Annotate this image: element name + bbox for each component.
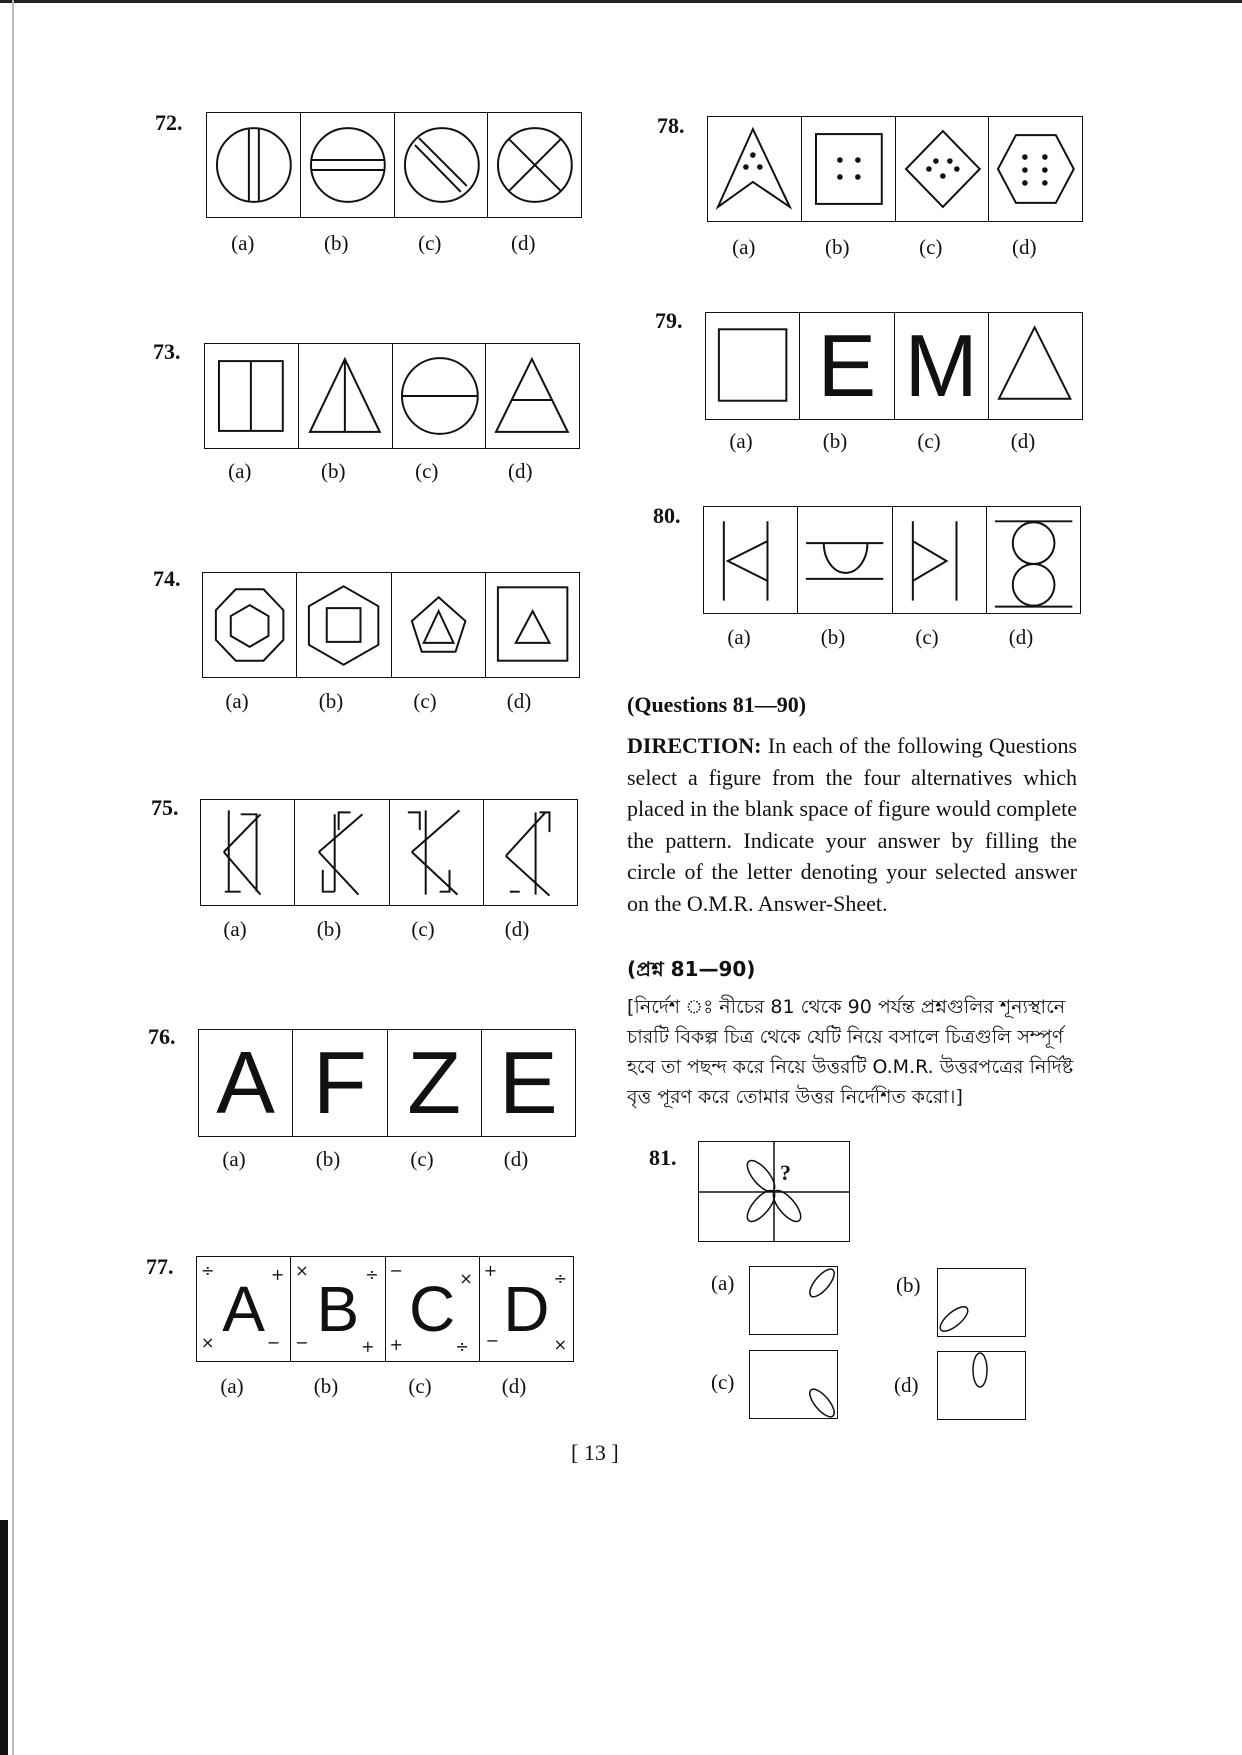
- option-label: (b): [820, 625, 846, 649]
- option-label: (d): [894, 1373, 919, 1397]
- q80-figure-d: [987, 507, 1080, 613]
- q79-option-labels: [694, 429, 1070, 454]
- bengali-section-heading: (প্রশ্ন 81—90): [627, 957, 756, 981]
- page-number: [ 13 ]: [571, 1440, 619, 1465]
- q76-figure-b: [293, 1030, 387, 1136]
- option-label: (d): [501, 1374, 527, 1398]
- q81-option-c: [749, 1350, 838, 1419]
- divide-symbol: ÷: [553, 1269, 567, 1288]
- option-label: (c): [418, 231, 442, 255]
- q75-option-labels: [188, 917, 564, 942]
- q77-figure-b: [291, 1257, 385, 1361]
- plus-symbol: +: [270, 1265, 285, 1284]
- q78-figure-a: [708, 117, 802, 221]
- times-symbol: ×: [295, 1261, 309, 1280]
- option-label: (b): [822, 429, 848, 453]
- q77-option-labels: [185, 1374, 561, 1399]
- option-label: (c): [408, 1374, 432, 1398]
- plus-symbol: +: [389, 1335, 403, 1354]
- option-label: (c): [415, 459, 439, 483]
- figure-letter: E: [499, 1033, 558, 1132]
- question-number: 81.: [649, 1145, 677, 1170]
- scan-edge-left: [12, 0, 14, 1755]
- question-number: 75.: [151, 795, 179, 820]
- question-number: 77.: [146, 1254, 174, 1279]
- plus-symbol: +: [483, 1261, 498, 1280]
- figure-letter: M: [904, 316, 978, 415]
- q81-option-d: [937, 1351, 1026, 1420]
- q74-option-labels: [190, 689, 566, 714]
- figure-letter: D: [503, 1273, 550, 1345]
- times-symbol: ×: [459, 1269, 473, 1288]
- question-number: 78.: [657, 113, 685, 138]
- option-label: (b): [324, 231, 349, 255]
- q78-figure-c: [896, 117, 990, 221]
- q80-figure-b: [798, 507, 892, 613]
- option-label: (a): [223, 917, 247, 941]
- direction-label: DIRECTION:: [627, 733, 762, 758]
- question-number: 74.: [153, 566, 181, 591]
- question-number: 73.: [153, 339, 181, 364]
- option-label: (a): [727, 625, 751, 649]
- q73-figure-c: [393, 344, 487, 448]
- q74-figure-d: [486, 573, 579, 677]
- question-number: 79.: [655, 308, 683, 333]
- scan-edge-top: [0, 0, 1242, 3]
- q74-figure-b: [297, 573, 391, 677]
- q73-option-labels: [193, 459, 567, 484]
- question-number: 72.: [155, 110, 183, 135]
- option-label: (c): [915, 625, 939, 649]
- q76-figure-a: [199, 1030, 293, 1136]
- q77-figure-a: [197, 1257, 291, 1361]
- divide-symbol: ÷: [455, 1337, 469, 1356]
- figure-letter: B: [316, 1273, 360, 1345]
- figure-letter: F: [312, 1033, 367, 1132]
- q73-figure-b: [299, 344, 393, 448]
- q75-figure-b: [295, 800, 389, 905]
- option-label: (d): [503, 1147, 529, 1171]
- option-label: (a): [231, 231, 255, 255]
- q74-figure-c: [392, 573, 486, 677]
- q80-option-labels: [692, 625, 1068, 650]
- q76-option-labels: [187, 1147, 563, 1172]
- option-label: (a): [220, 1374, 244, 1398]
- option-label: (d): [1010, 429, 1036, 453]
- q77-figure-c: [386, 1257, 480, 1361]
- option-label: (b): [318, 689, 344, 713]
- bengali-direction: [নির্দেশ ঃ নীচের 81 থেকে 90 পর্যন্ত প্রশ্নগুলির শূন্যস্থানে চারটি বিকল্প চিত্র থেকে যেটি নিয়ে বসালে চিত্রগুলি সম্পূর্ণ হবে তা পছন্দ করে নিয়ে উত্তরটি O.M.R. উত্তরপত্রের নির্দিষ্ট বৃত্ত পূরণ করে তোমার উত্তর নির্দেশিত করো।]: [627, 996, 1074, 1108]
- q73-figure-row: [204, 343, 580, 449]
- option-label: (a): [711, 1271, 735, 1295]
- q76-figure-d: [482, 1030, 575, 1136]
- q74-figure-a: [203, 573, 297, 677]
- option-label: (d): [511, 231, 536, 255]
- q80-figure-a: [704, 507, 798, 613]
- direction-text: In each of the following Questions select a figure from the four alternatives which placed in the blank space of figure would complete the pattern. Indicate your answer by filling the circle of the letter denoting your selected answer on the O.M.R. Answer-Sheet.: [627, 733, 1077, 916]
- q75-figure-a: [201, 800, 295, 905]
- q72-figure-row: [206, 112, 582, 218]
- q79-figure-c: [895, 313, 989, 419]
- q72-option-labels: [196, 231, 570, 256]
- q72-figure-d: [488, 113, 581, 217]
- option-label: (a): [732, 235, 756, 259]
- q77-figure-d: [480, 1257, 573, 1361]
- option-label: (d): [1012, 235, 1037, 259]
- minus-symbol: −: [485, 1331, 500, 1350]
- option-label: (d): [504, 917, 530, 941]
- minus-symbol: −: [295, 1333, 309, 1352]
- q79-figure-row: [705, 312, 1083, 420]
- q73-figure-d: [486, 344, 579, 448]
- q80-figure-row: [703, 506, 1081, 614]
- option-label: (c): [410, 1147, 434, 1171]
- q78-option-labels: [697, 235, 1071, 260]
- option-label: (a): [729, 429, 753, 453]
- question-number: 80.: [653, 503, 681, 528]
- q75-figure-d: [484, 800, 577, 905]
- option-label: (b): [896, 1273, 921, 1297]
- question-number: 76.: [148, 1024, 176, 1049]
- divide-symbol: ÷: [365, 1265, 379, 1284]
- figure-letter: Z: [407, 1033, 461, 1132]
- q75-figure-row: [200, 799, 578, 906]
- option-label: (c): [711, 1370, 735, 1394]
- minus-symbol: −: [266, 1333, 281, 1352]
- option-label: (b): [316, 917, 342, 941]
- option-label: (c): [413, 689, 437, 713]
- q81-question-figure: [698, 1141, 850, 1242]
- q74-figure-row: [202, 572, 580, 678]
- option-label: (b): [321, 459, 346, 483]
- scan-binding-shadow: [0, 1520, 8, 1755]
- option-label: (c): [411, 917, 435, 941]
- option-label: (a): [225, 689, 249, 713]
- times-symbol: ×: [553, 1335, 567, 1354]
- q77-figure-row: [196, 1256, 574, 1362]
- option-label: (a): [222, 1147, 246, 1171]
- q72-figure-b: [301, 113, 395, 217]
- divide-symbol: ÷: [201, 1261, 215, 1280]
- figure-letter: C: [409, 1273, 456, 1345]
- option-label: (d): [1008, 625, 1034, 649]
- option-label: (b): [315, 1147, 341, 1171]
- q72-figure-c: [395, 113, 489, 217]
- direction-paragraph: [627, 730, 1077, 919]
- option-label: (d): [508, 459, 533, 483]
- option-label: (c): [917, 429, 941, 453]
- option-label: (a): [228, 459, 252, 483]
- q78-figure-row: [707, 116, 1083, 222]
- q76-figure-row: [198, 1029, 576, 1137]
- option-label: (d): [506, 689, 532, 713]
- figure-letter: A: [216, 1033, 275, 1132]
- times-symbol: ×: [201, 1333, 215, 1352]
- q81-option-a: [749, 1266, 838, 1335]
- question-mark: ?: [780, 1160, 791, 1185]
- q81-option-b: [937, 1268, 1026, 1337]
- plus-symbol: +: [361, 1337, 375, 1356]
- figure-letter: E: [817, 316, 877, 415]
- option-label: (b): [313, 1374, 339, 1398]
- option-label: (b): [825, 235, 850, 259]
- q75-figure-c: [390, 800, 484, 905]
- q78-figure-b: [802, 117, 896, 221]
- q76-figure-c: [388, 1030, 482, 1136]
- q80-figure-c: [893, 507, 987, 613]
- q72-figure-a: [207, 113, 301, 217]
- option-label: (c): [919, 235, 943, 259]
- q78-figure-d: [989, 117, 1082, 221]
- q73-figure-a: [205, 344, 299, 448]
- minus-symbol: −: [389, 1261, 403, 1280]
- q79-figure-a: [706, 313, 800, 419]
- q79-figure-b: [800, 313, 894, 419]
- figure-letter: A: [222, 1273, 265, 1345]
- section-heading: (Questions 81—90): [627, 692, 807, 717]
- q79-figure-d: [989, 313, 1082, 419]
